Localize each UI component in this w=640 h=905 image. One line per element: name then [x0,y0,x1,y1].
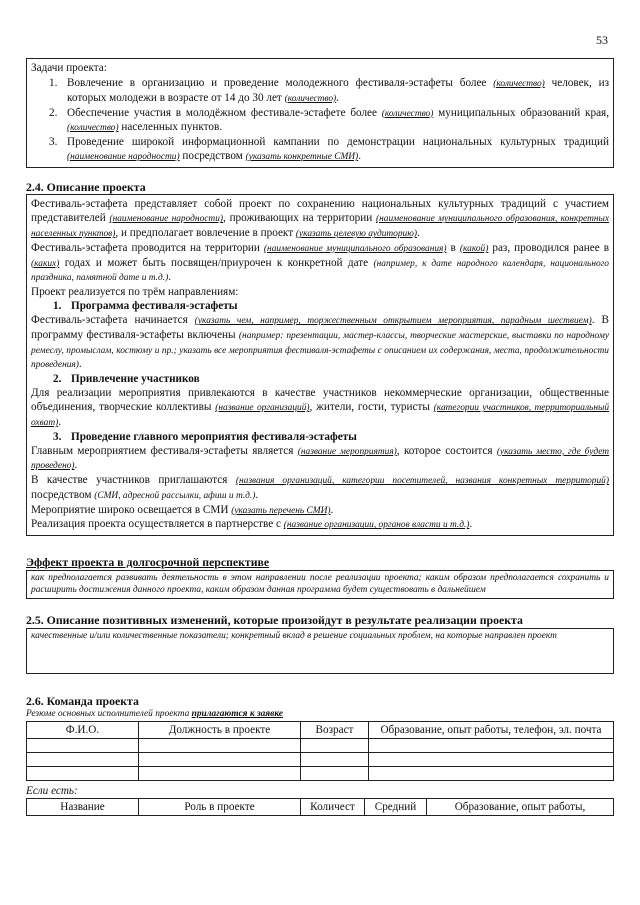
text-run: населенных пунктов. [118,121,223,134]
column-header: Количест [301,798,365,815]
text-run: . [78,358,82,371]
column-header: Образование, опыт работы, телефон, эл. почта [369,721,614,738]
text-run: Фестиваль-эстафета начинается [31,314,195,327]
placeholder-hint: (например, к дате народного календаря, национального праздника, памятной дате и т.д.) [31,258,609,284]
text-run: . [255,488,259,501]
table-row [27,738,614,752]
placeholder-hint: (количество) [284,93,337,104]
text-run: посредством [31,488,95,501]
text-run: Вовлечение в организацию и проведение молодежного фестиваля-эстафеты более [67,77,494,89]
tasks-box [26,58,614,168]
text-run: годах и может быть посвящен/приурочен к конкретной дате [59,256,374,269]
text-run: Обеспечение участия в молодёжном фестивале-эстафете более [67,106,382,119]
direction-heading: 2. Привлечение участников [53,373,200,386]
section-title-2-4: 2.4. Описание проекта [26,179,146,194]
direction-paragraph [31,503,609,518]
text-run: человек, из которых молодежи в возрасте от 14 до 30 лет [67,77,609,104]
text-run: , которое состоится [396,444,497,457]
text-run: . [74,459,78,472]
text-run: . [358,150,361,162]
text-run: Фестиваль-эстафета представляет собой проект по сохранению национальных культурных традиций с участием представителей [31,198,609,225]
placeholder-hint: (указать перечень СМИ) [231,505,331,516]
placeholder-hint: (количество) [381,108,434,119]
text-run: Главным мероприятием фестиваля-эстафеты является [31,444,298,457]
positive-changes-box: качественные и/или количественные показатели; конкретный вклад в решение социальных проблем, на которые направлен проект [26,628,614,674]
text-run: . [58,415,62,428]
document-body [26,58,614,816]
placeholder-hint: (указать чем, например, торжественным открытием мероприятия, парадным шествием) [194,316,592,327]
section-title-2-5: 2.5. Описание позитивных изменений, которые произойдут в результате реализации проекта [26,613,523,628]
organizations-table [26,798,614,816]
placeholder-hint: (наименование народности) [67,152,180,162]
text-run: , и предполагает вовлечение в проект [115,227,296,240]
placeholder-hint: (название организаций) [215,403,310,414]
column-header: Должность в проекте [139,721,301,738]
direction-paragraph [31,313,609,372]
direction-heading: 1. Программа фестиваля-эстафеты [53,300,238,313]
text-run: Фестиваль-эстафета проводится на территории [31,241,264,254]
text-run: раз, проводился ранее в [488,241,609,254]
placeholder-hint: (наименование муниципального образования, конкретных населенных пунктов) [31,214,609,240]
placeholder-hint: (количество) [67,123,119,134]
column-header: Название [27,798,139,815]
text-run: Реализация проекта осуществляется в партнерстве с [31,518,284,531]
column-header: Средний [365,798,427,815]
tasks-label: Задачи проекта: [31,62,107,74]
placeholder-hint: (какой) [459,243,489,254]
text-run: . [336,91,339,104]
placeholder-hint: (наименование народности) [109,214,224,225]
description-paragraph: Проект реализуется по трём направлениям: [31,286,239,299]
list-item: 1. Вовлечение в организацию и проведение молодежного фестиваля-эстафеты более (количество) человек, из которых молодежи в возрасте от 14 до 30 лет (количество). [49,77,609,104]
text-run: . [330,503,334,516]
text-run: . [469,518,473,531]
text-run: Мероприятие широко освещается в СМИ [31,503,232,516]
tasks-list [31,76,609,164]
if-any-label: Если есть: [26,784,78,797]
direction-paragraph [31,517,609,532]
table-row [27,766,614,780]
table-row [27,752,614,766]
placeholder-hint: (СМИ, адресной рассылки, афиш и т.д.) [94,490,256,501]
placeholder-hint: (название организации, органов власти и т.д.) [283,520,470,531]
team-table [26,721,614,781]
text-run: в [446,241,460,254]
text-run: . В программу фестиваля-эстафеты включены [31,314,610,341]
list-item: 2. Обеспечение участия в молодёжном фестивале-эстафете более (количество) муниципальных образований края, (количество) населенных пунктов. [49,106,609,134]
text-run: Для реализации мероприятия привлекаются в качестве участников некоммерческие организации, общественные объединения, творческие коллективы [31,387,609,414]
placeholder-hint: (наименование муниципального образования) [263,243,447,254]
placeholder-hint: (указать конкретные СМИ) [245,152,359,162]
text-run: , жители, гости, туристы [309,401,434,414]
text-run: посредством [179,150,246,162]
effect-title: Эффект проекта в долгосрочной перспективе [26,555,270,570]
project-description-box [26,194,614,536]
description-paragraph [31,241,609,285]
placeholder-hint: (каких) [31,258,60,269]
placeholder-hint: (названия организаций, категории посетителей, названия конкретных территорий) [235,476,609,487]
placeholder-hint: (категории участников, территориальный охват) [31,403,610,428]
table-header-row [27,798,614,815]
page-number: 53 [596,33,608,47]
team-caption: Резюме основных исполнителей проекта прилагаются к заявке [26,708,283,719]
direction-paragraph [31,386,609,430]
placeholder-hint: (количество) [493,79,545,89]
text-run: . [416,227,420,240]
text-run: В качестве участников приглашаются [31,474,236,487]
list-item: 3. Проведение широкой информационной кампании по демонстрации национальных культурных традиций (наименование народности) посредством (указать конкретные СМИ). [49,136,609,162]
text-run: Проведение широкой информационной кампании по демонстрации национальных культурных традиций [67,136,609,148]
text-run: , проживающих на территории [223,212,376,225]
placeholder-hint: (указать место, где будет проведено) [31,446,610,472]
column-header: Ф.И.О. [27,721,139,738]
table-header-row [27,721,614,738]
placeholder-hint: (например: презентации, мастер-классы, творческие мастерские, выставки по народному ремеслу, промыслам, костюму и пр.; указать все мероприятия фестиваля-эстафеты с описанием их содержания, места, продолжительности проведения) [31,330,609,371]
placeholder-hint: (название мероприятия) [297,446,397,457]
text-run: . [168,271,172,284]
section-title-2-6: 2.6. Команда проекта [26,694,139,709]
direction-heading: 3. Проведение главного мероприятия фестиваля-эстафеты [53,430,357,443]
effect-note-box: как предполагается развивать деятельность в этом направлении после реализации проекта; каким образом предполагается сохранить и расширить достижения данного проекта, каким образом данная программа будет существовать в дальнейшем [26,570,614,600]
column-header: Возраст [301,721,369,738]
description-paragraph [31,197,609,241]
text-run: муниципальных образований края, [433,106,609,119]
placeholder-hint: (указать целевую аудиторию) [295,229,417,240]
direction-paragraph [31,444,609,474]
column-header: Роль в проекте [139,798,301,815]
direction-paragraph [31,473,609,503]
column-header: Образование, опыт работы, [427,798,614,815]
